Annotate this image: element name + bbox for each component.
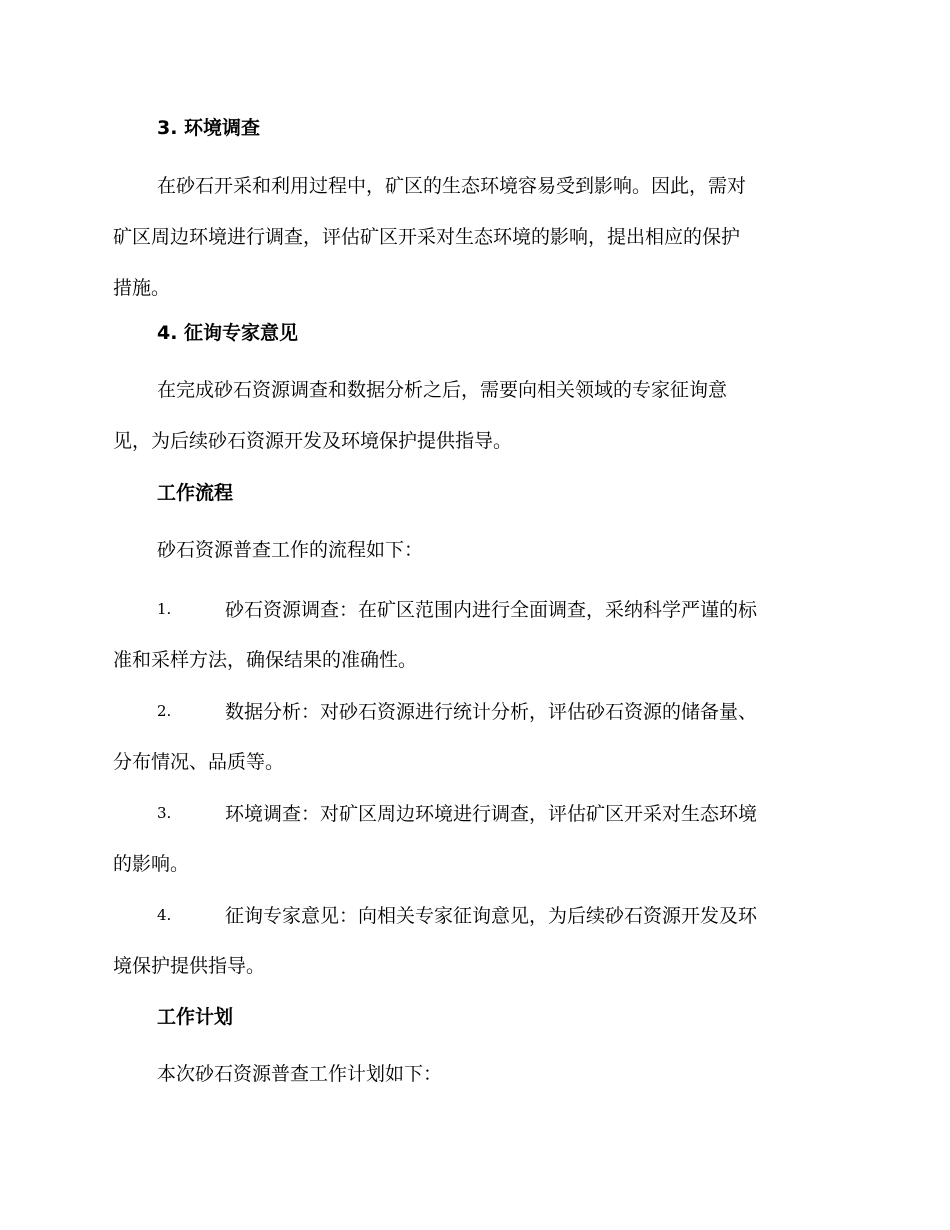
list-item-text: 砂石资源调查：在矿区范围内进行全面调查，采纳科学严谨的标: [225, 599, 758, 621]
section-heading-env: 3. 环境调查: [157, 117, 261, 139]
paragraph-line: 在砂石开采和利用过程中，矿区的生态环境容易受到影响。因此，需对: [157, 175, 747, 197]
paragraph-line: 本次砂石资源普查工作计划如下：: [157, 1063, 443, 1085]
list-item: [113, 890, 833, 992]
list-item: [113, 584, 833, 686]
paragraph-line: 见，为后续砂石资源开发及环境保护提供指导。: [113, 430, 513, 452]
list-item-text: 准和采样方法，确保结果的准确性。: [113, 649, 418, 671]
paragraph-line: 砂石资源普查工作的流程如下：: [157, 539, 424, 561]
list-number: 2.: [157, 702, 172, 720]
section-heading-plan: 工作计划: [157, 1006, 234, 1028]
list-item: [113, 788, 833, 890]
paragraph-line: 在完成砂石资源调查和数据分析之后，需要向相关领域的专家征询意: [157, 379, 728, 401]
paragraph-line: 矿区周边环境进行调查，评估矿区开采对生态环境的影响，提出相应的保护: [113, 226, 741, 248]
paragraph-expert: [113, 365, 833, 467]
list-item-text: 环境调查：对矿区周边环境进行调查，评估矿区开采对生态环境: [225, 803, 758, 825]
paragraph-workflow-intro: [113, 525, 833, 576]
list-item-text: 征询专家意见：向相关专家征询意见，为后续砂石资源开发及环: [225, 905, 758, 927]
list-number: 1.: [157, 600, 172, 618]
paragraph-line: 措施。: [113, 277, 171, 299]
paragraph-plan-intro: [113, 1049, 833, 1100]
list-item: [113, 686, 833, 788]
list-item-text: 的影响。: [113, 853, 190, 875]
list-item-text: 境保护提供指导。: [113, 955, 266, 977]
list-number: 3.: [157, 804, 172, 822]
section-heading-workflow: 工作流程: [157, 482, 234, 504]
list-item-text: 分布情况、品质等。: [113, 751, 285, 773]
section-heading-expert: 4. 征询专家意见: [157, 322, 299, 344]
list-number: 4.: [157, 906, 172, 924]
list-item-text: 数据分析：对砂石资源进行统计分析，评估砂石资源的储备量、: [225, 701, 758, 723]
paragraph-env: [113, 161, 833, 314]
